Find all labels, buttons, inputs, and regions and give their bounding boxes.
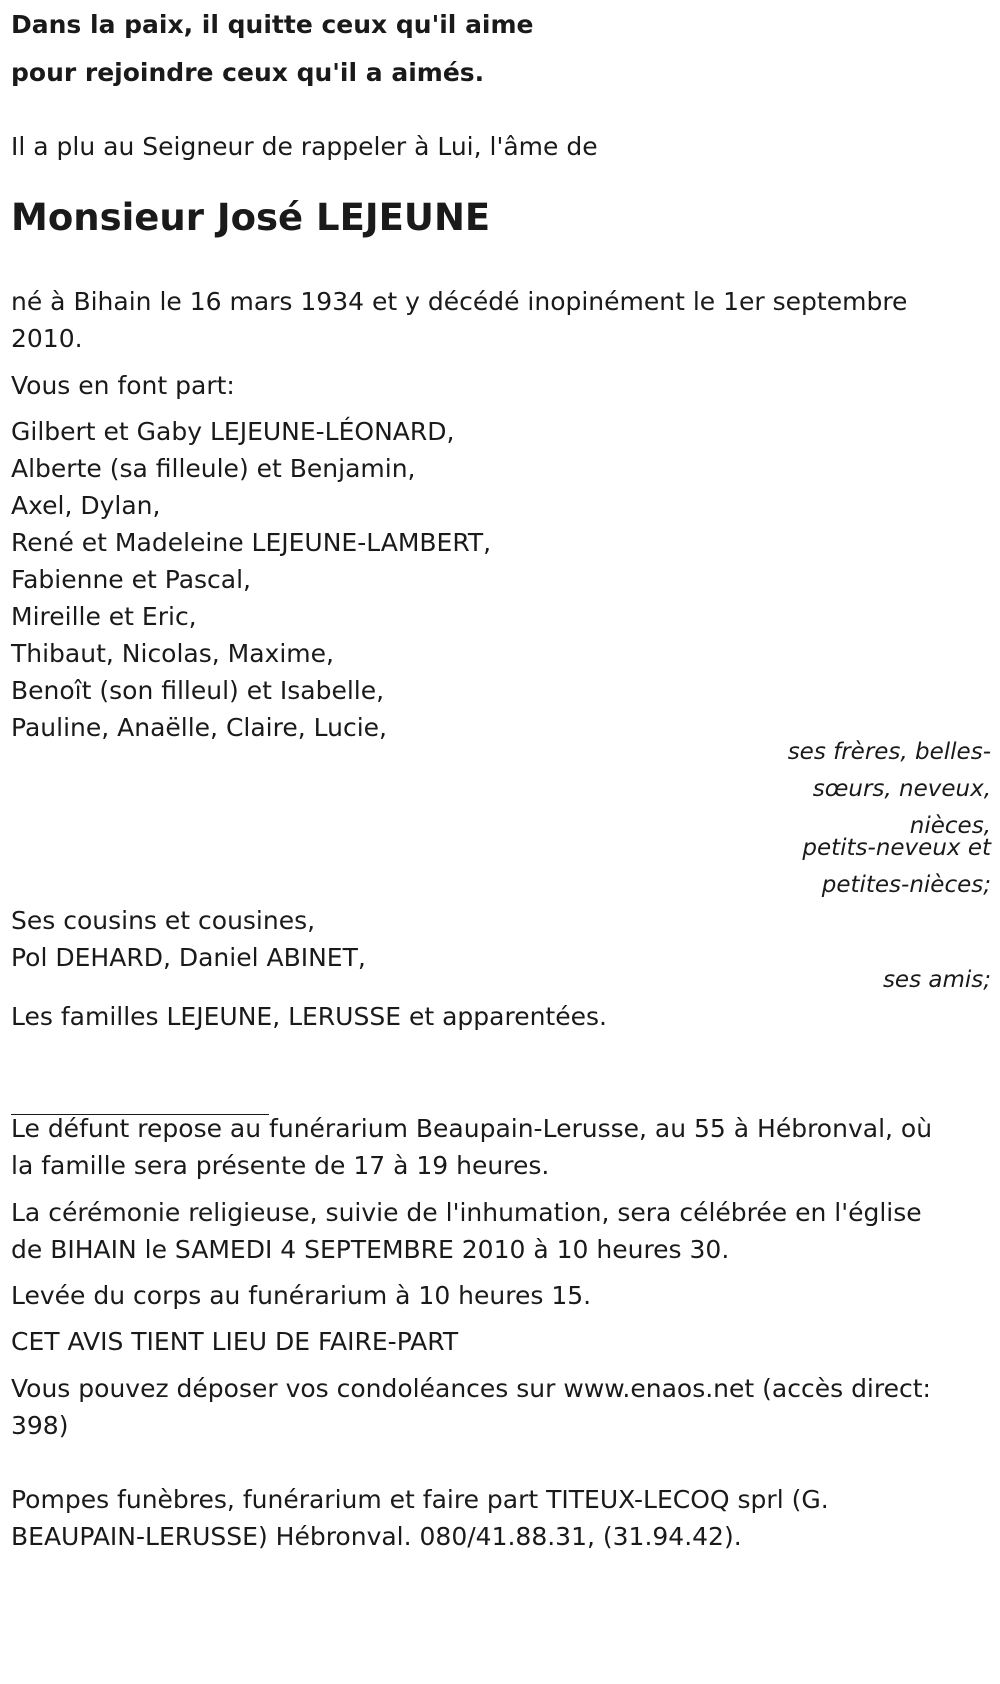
epigraph-line-2: pour rejoindre ceux qu'il a aimés. — [11, 58, 485, 87]
notice-line: la famille sera présente de 17 à 19 heures. — [11, 1151, 550, 1180]
cousins-line-2: Pol DEHARD, Daniel ABINET, — [11, 943, 366, 972]
notice-line: 398) — [11, 1411, 69, 1440]
family-relation-line: nièces, — [909, 813, 991, 839]
family-list-item: Fabienne et Pascal, — [11, 565, 252, 594]
footer-line: Pompes funèbres, funérarium et faire part TITEUX-LECOQ sprl (G. — [11, 1485, 829, 1514]
cousins-line-1: Ses cousins et cousines, — [11, 906, 316, 935]
birth-death-line-1: né à Bihain le 16 mars 1934 et y décédé inopinément le 1er septembre — [11, 287, 908, 316]
family-list-item: Benoît (son filleul) et Isabelle, — [11, 676, 385, 705]
family-list-item: Gilbert et Gaby LEJEUNE-LÉONARD, — [11, 417, 455, 446]
family-relation-line: sœurs, neveux, — [812, 776, 991, 802]
announce-text: Vous en font part: — [11, 371, 235, 400]
notice-line: Vous pouvez déposer vos condoléances sur www.enaos.net (accès direct: — [11, 1374, 931, 1403]
notice-line: La cérémonie religieuse, suivie de l'inhumation, sera célébrée en l'église — [11, 1198, 922, 1227]
family-relation-line: petites-nièces; — [821, 872, 991, 898]
family-list-item: Thibaut, Nicolas, Maxime, — [11, 639, 334, 668]
birth-death-line-2: 2010. — [11, 324, 83, 353]
family-list-item: Axel, Dylan, — [11, 491, 161, 520]
friends-relation: ses amis; — [882, 967, 991, 993]
family-list-item: Pauline, Anaëlle, Claire, Lucie, — [11, 713, 387, 742]
families-line: Les familles LEJEUNE, LERUSSE et apparentées. — [11, 1002, 607, 1031]
intro-text: Il a plu au Seigneur de rappeler à Lui, l'âme de — [11, 132, 598, 161]
family-list-item: Mireille et Eric, — [11, 602, 197, 631]
notice-line: Levée du corps au funérarium à 10 heures 15. — [11, 1281, 592, 1310]
family-list-item: Alberte (sa filleule) et Benjamin, — [11, 454, 416, 483]
notice-line: de BIHAIN le SAMEDI 4 SEPTEMBRE 2010 à 10 heures 30. — [11, 1235, 730, 1264]
footer-line: BEAUPAIN-LERUSSE) Hébronval. 080/41.88.31, (31.94.42). — [11, 1522, 742, 1551]
family-relation-line: ses frères, belles- — [787, 739, 991, 765]
family-list-item: René et Madeleine LEJEUNE-LAMBERT, — [11, 528, 492, 557]
epigraph-line-1: Dans la paix, il quitte ceux qu'il aime — [11, 10, 534, 39]
notice-line: Le défunt repose au funérarium Beaupain-Lerusse, au 55 à Hébronval, où — [11, 1114, 933, 1143]
deceased-name: Monsieur José LEJEUNE — [11, 196, 491, 239]
notice-line: CET AVIS TIENT LIEU DE FAIRE-PART — [11, 1327, 459, 1356]
family-relation-line: petits-neveux et — [802, 835, 991, 861]
